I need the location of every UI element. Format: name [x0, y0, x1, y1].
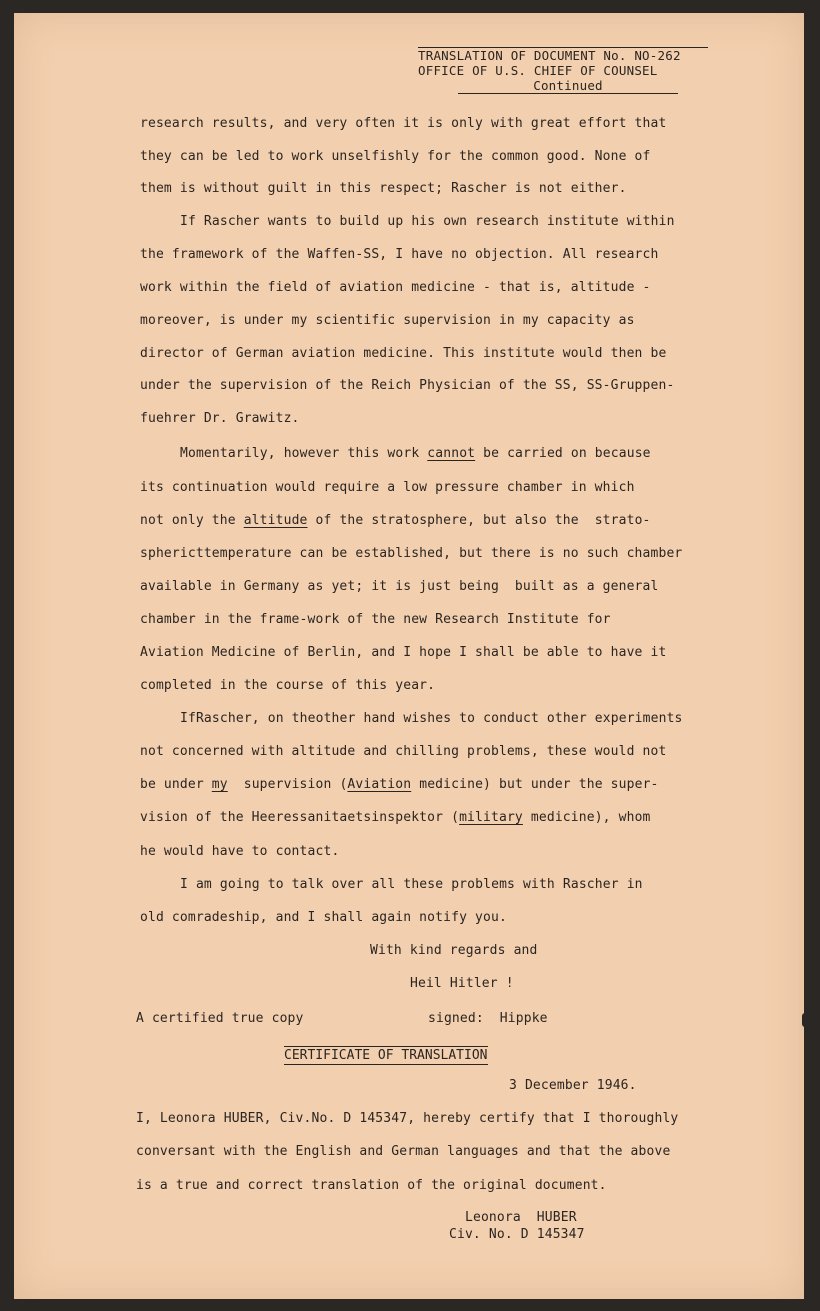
text-line: under the supervision of the Reich Physician of the SS, SS-Gruppen- [140, 378, 675, 393]
text-line: its continuation would require a low pressure chamber in which [140, 480, 635, 495]
text-line: conversant with the English and German languages and that the above [136, 1144, 671, 1159]
underlined-word: military [459, 810, 523, 825]
text-line: is a true and correct translation of the original document. [136, 1178, 607, 1193]
text-line: he would have to contact. [140, 844, 340, 859]
text-line: old comradeship, and I shall again notify you. [140, 910, 507, 925]
text-line: If Rascher wants to build up his own research institute within [180, 214, 675, 229]
text-line: available in Germany as yet; it is just being built as a general [140, 579, 659, 594]
document-header [418, 47, 708, 94]
text-line: chamber in the frame-work of the new Research Institute for [140, 612, 611, 627]
signature-line: signed: Hippke [428, 1011, 548, 1026]
text-line: work within the field of aviation medicine - that is, altitude - [140, 280, 651, 295]
underlined-word: cannot [427, 446, 476, 461]
text-line: be under my supervision (Aviation medicine) but under the super- [140, 777, 659, 792]
staple-mark [802, 1013, 812, 1027]
text-line: vision of the Heeressanitaetsinspektor (military medicine), whom [140, 810, 651, 825]
text-line: Momentarily, however this work cannot be carried on because [180, 446, 651, 461]
translator-civ-number: Civ. No. D 145347 [449, 1227, 585, 1242]
text-line: they can be led to work unselfishly for the common good. None of [140, 149, 651, 164]
header-office: OFFICE OF U.S. CHIEF OF COUNSEL [418, 63, 658, 78]
text-line: not concerned with altitude and chilling problems, these would not [140, 744, 667, 759]
text-line: I, Leonora HUBER, Civ.No. D 145347, hereby certify that I thoroughly [136, 1111, 679, 1126]
text-line: moreover, is under my scientific supervision in my capacity as [140, 313, 635, 328]
text-line: them is without guilt in this respect; Rascher is not either. [140, 181, 627, 196]
text-line: the framework of the Waffen-SS, I have no objection. All research [140, 247, 659, 262]
text-line: not only the altitude of the stratosphere, but also the strato- [140, 513, 651, 528]
text-line: fuehrer Dr. Grawitz. [140, 411, 300, 426]
header-translation-number: TRANSLATION OF DOCUMENT No. NO-262 [418, 47, 708, 63]
text-line: director of German aviation medicine. This institute would then be [140, 346, 667, 361]
closing-regards: With kind regards and [370, 943, 538, 958]
translator-name: Leonora HUBER [465, 1210, 577, 1225]
header-continued: Continued [458, 78, 678, 94]
text-line: sphericttemperature can be established, but there is no such chamber [140, 546, 683, 561]
text-line: research results, and very often it is only with great effort that [140, 116, 667, 131]
underlined-word: altitude [243, 513, 308, 528]
document-page [14, 13, 804, 1299]
certificate-date: 3 December 1946. [509, 1078, 637, 1093]
text-line: I am going to talk over all these problems with Rascher in [180, 877, 643, 892]
text-line: Aviation Medicine of Berlin, and I hope I shall be able to have it [140, 645, 667, 660]
underlined-word: Aviation [347, 777, 412, 792]
text-line: IfRascher, on theother hand wishes to conduct other experiments [180, 711, 683, 726]
certified-copy-note: A certified true copy [136, 1011, 304, 1026]
certificate-title: CERTIFICATE OF TRANSLATION [284, 1048, 488, 1063]
underlined-word: my [211, 777, 228, 792]
text-line: completed in the course of this year. [140, 678, 436, 693]
closing-salute: Heil Hitler ! [410, 976, 514, 991]
